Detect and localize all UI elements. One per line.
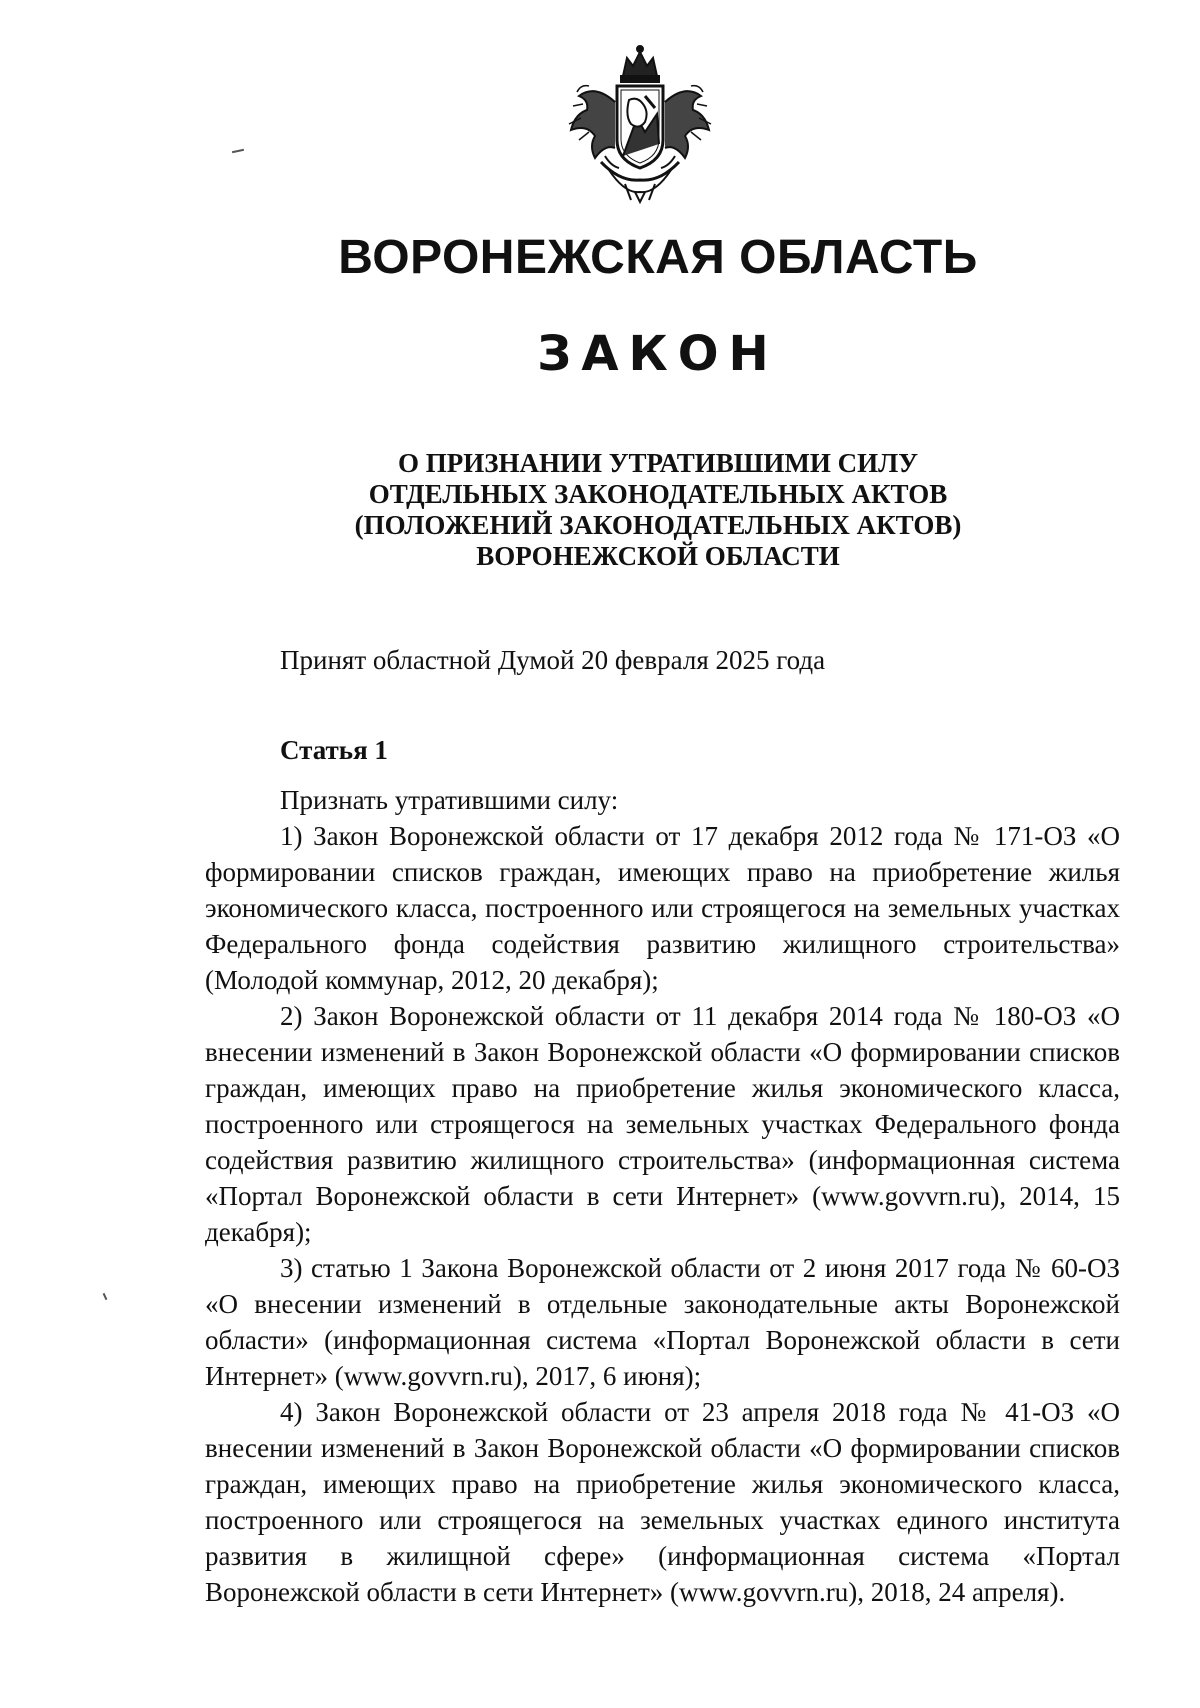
article-item: 4) Закон Воронежской области от 23 апреля 2018 года № 41-ОЗ «О внесении изменений в Закон Воронежской области «О формировании списков граждан, имеющих право на приобретение жилья экономического класса, построенного или строящегося на земельных участках единого института развития в жилищной сфере» (информационная система «Портал Воронежской области в сети Интернет» (www.govvrn.ru), 2018, 24 апреля). — [205, 1397, 1120, 1607]
scan-speck — [103, 1293, 108, 1300]
law-title-line: О ПРИЗНАНИИ УТРАТИВШИМИ СИЛУ — [397, 448, 919, 478]
article-heading: Статья 1 — [280, 735, 388, 765]
document-type: ЗАКОН — [537, 326, 779, 382]
article-intro: Признать утратившими силу: — [280, 785, 619, 815]
article-item: 1) Закон Воронежской области от 17 декабря 2012 года № 171-ОЗ «О формировании списков граждан, имеющих право на приобретение жилья экономического класса, построенного или строящегося на земельных участках Федерального фонда содействия развитию жилищного строительства» (Молодой коммунар, 2012, 20 декабря); — [205, 821, 1120, 995]
law-title-line: ОТДЕЛЬНЫХ ЗАКОНОДАТЕЛЬНЫХ АКТОВ — [368, 479, 948, 509]
scan-speck — [232, 149, 244, 153]
region-title: ВОРОНЕЖСКАЯ ОБЛАСТЬ — [338, 231, 978, 284]
law-title-line: (ПОЛОЖЕНИЙ ЗАКОНОДАТЕЛЬНЫХ АКТОВ) — [354, 510, 962, 540]
article-body — [205, 782, 1120, 1610]
law-title — [300, 448, 1016, 572]
article-item: 2) Закон Воронежской области от 11 декабря 2014 года № 180-ОЗ «О внесении изменений в Закон Воронежской области «О формировании списков граждан, имеющих право на приобретение жилья экономического класса, построенного или строящегося на земельных участках Федерального фонда содействия развитию жилищного строительства» (информационная система «Портал Воронежской области в сети Интернет» (www.govvrn.ru), 2014, 15 декабря); — [205, 1001, 1120, 1247]
coat-of-arms-icon — [565, 44, 715, 204]
adoption-date: Принят областной Думой 20 февраля 2025 года — [280, 645, 826, 675]
law-title-line: ВОРОНЕЖСКОЙ ОБЛАСТИ — [476, 541, 840, 571]
article-item: 3) статью 1 Закона Воронежской области от 2 июня 2017 года № 60-ОЗ «О внесении изменений в отдельные законодательные акты Воронежской области» (информационная система «Портал Воронежской области в сети Интернет» (www.govvrn.ru), 2017, 6 июня); — [205, 1253, 1120, 1391]
